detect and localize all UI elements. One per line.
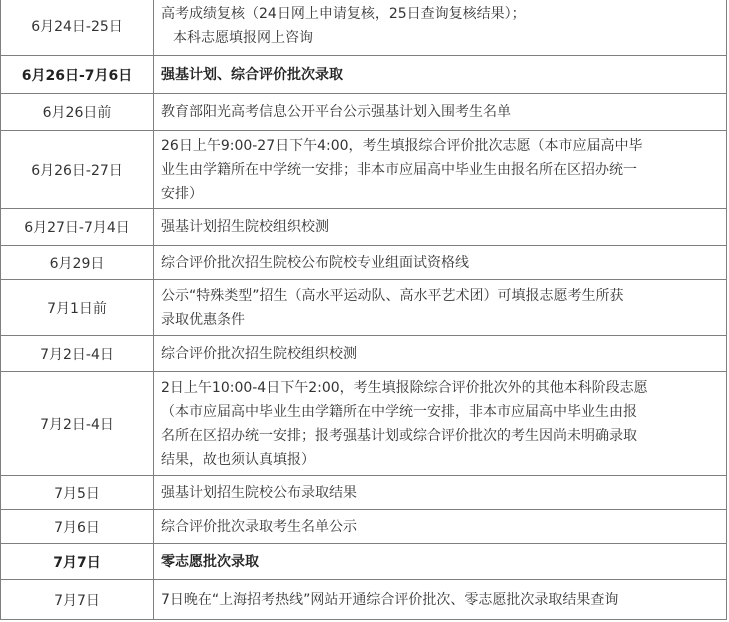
row-description (161, 336, 718, 371)
table-row (0, 580, 727, 620)
description-line: 综合评价批次招生院校公布院校专业组面试资格线 (161, 254, 469, 271)
row-description (161, 209, 718, 245)
table-row (0, 280, 727, 336)
row-date: 7月6日 (1, 510, 154, 543)
description-line: 录取优惠条件 (161, 311, 245, 328)
description-line: 综合评价批次录取考生名单公示 (161, 518, 357, 535)
table-row (0, 0, 727, 56)
table-row (0, 94, 727, 131)
description-line: 名所在区招办统一安排；报考强基计划或综合评价批次的考生因尚未明确录取 (161, 427, 637, 444)
table-row (0, 510, 727, 544)
row-date: 7月1日前 (1, 280, 154, 335)
description-line: 公示“特殊类型”招生（高水平运动队、高水平艺术团）可填报志愿考生所获 (161, 287, 624, 304)
row-date: 7月7日 (1, 580, 154, 619)
row-date: 7月7日 (1, 544, 154, 579)
row-date: 6月27日-7月4日 (1, 209, 154, 245)
description-line: （本市应届高中毕业生由学籍所在中学统一安排，非本市应届高中毕业生由报 (161, 403, 637, 420)
table-row (0, 209, 727, 246)
table-row (0, 56, 727, 94)
row-description (161, 544, 718, 579)
description-line: 2日上午10:00-4日下午2:00，考生填报除综合评价批次外的其他本科阶段志愿 (161, 379, 648, 396)
table-row (0, 336, 727, 372)
table-row (0, 476, 727, 510)
description-line: 零志愿批次录取 (161, 553, 259, 570)
row-description (161, 56, 718, 93)
description-line: 综合评价批次招生院校组织校测 (161, 345, 357, 362)
row-description (161, 372, 718, 475)
description-line: 26日上午9:00-27日下午4:00，考生填报综合评价批次志愿（本市应届高中毕 (161, 137, 643, 154)
row-description (161, 280, 718, 335)
table-row (0, 544, 727, 580)
row-date: 6月24日-25日 (1, 0, 154, 55)
row-description (161, 510, 718, 543)
description-line: 业生由学籍所在中学统一安排；非本市应届高中毕业生由报名所在区招办统一 (161, 161, 637, 178)
description-line: 本科志愿填报网上咨询 (173, 29, 313, 46)
description-line: 安排） (161, 185, 203, 202)
description-line: 高考成绩复核（24日网上申请复核，25日查询复核结果）； (161, 5, 526, 22)
description-line: 强基计划、综合评价批次录取 (161, 66, 343, 83)
row-description (161, 580, 718, 619)
row-description (161, 131, 718, 208)
description-line: 7日晚在“上海招考热线”网站开通综合评价批次、零志愿批次录取结果查询 (161, 591, 619, 608)
table-row (0, 131, 727, 209)
row-date: 6月26日-27日 (1, 131, 154, 208)
row-date: 6月26日前 (1, 94, 154, 130)
row-description (161, 476, 718, 509)
row-description (161, 0, 718, 55)
description-line: 结果，故也须认真填报） (161, 451, 315, 468)
row-date: 6月29日 (1, 246, 154, 279)
table-row (0, 372, 727, 476)
row-date: 7月2日-4日 (1, 372, 154, 475)
description-line: 教育部阳光高考信息公开平台公示强基计划入围考生名单 (161, 104, 511, 120)
row-date: 6月26日-7月6日 (1, 56, 154, 93)
description-line: 强基计划招生院校公布录取结果 (161, 484, 357, 501)
row-description (161, 94, 718, 130)
description-line: 强基计划招生院校组织校测 (161, 219, 329, 235)
table-row (0, 246, 727, 280)
row-description (161, 246, 718, 279)
row-date: 7月2日-4日 (1, 336, 154, 371)
row-date: 7月5日 (1, 476, 154, 509)
